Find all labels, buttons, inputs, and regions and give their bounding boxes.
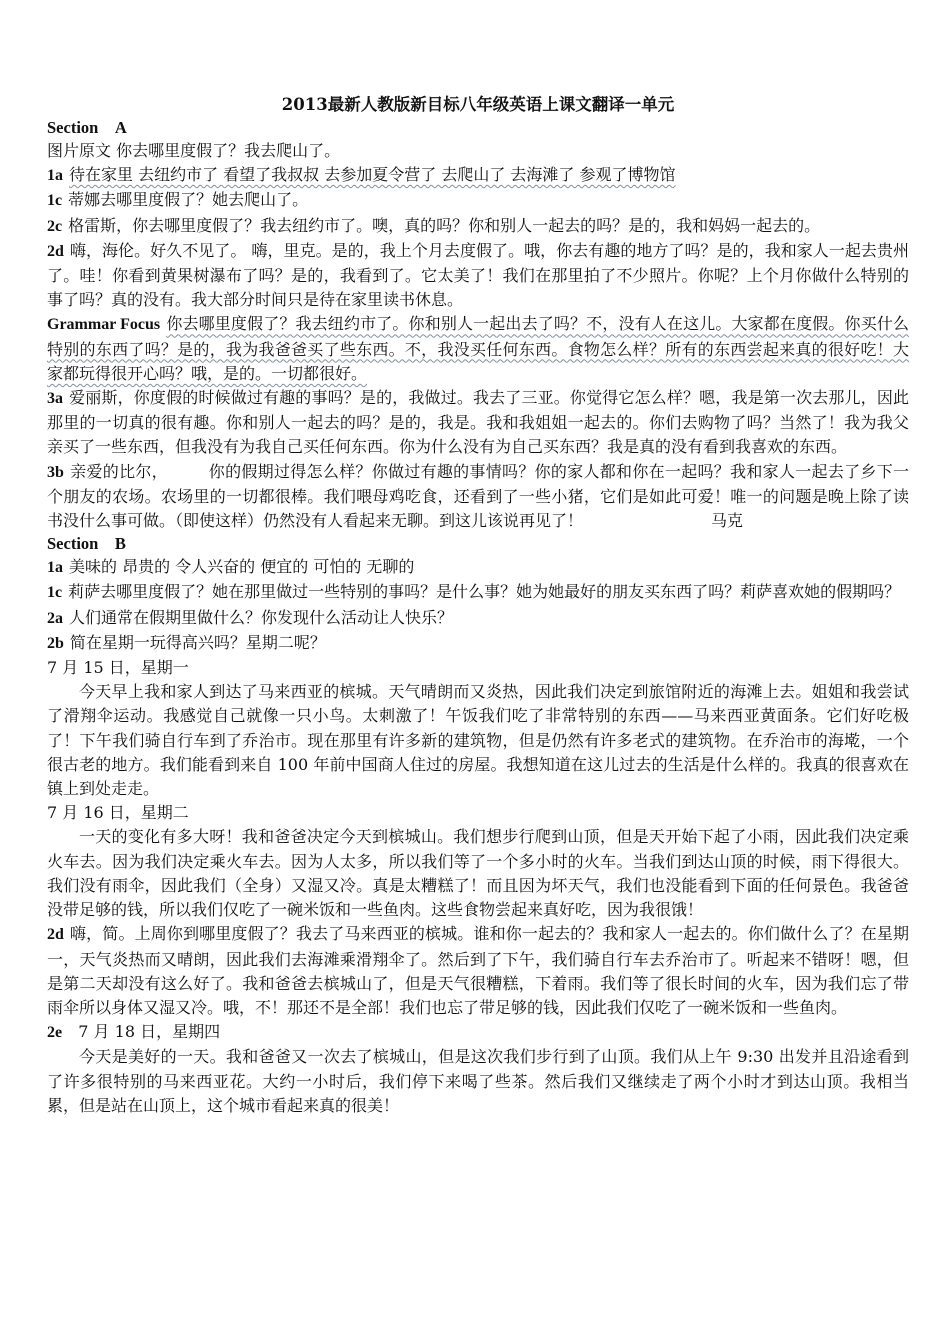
paragraph-text: 一天的变化有多大呀！我和爸爸决定今天到槟城山。我们想步行爬到山顶，但是天开始下起了小雨，因此我们决定乘火车去。因为我们决定乘火车去。因为人太多，所以我们等了一个多小时的火车。当我们到达山顶的时候，雨下得很大。我们没有雨伞，因此我们（全身）又湿又冷。真是太糟糕了！而且因为坏天气，我们也没能看到下面的任何景色。我爸爸没带足够的钱，所以我们仅吃了一碗米饭和一些鱼肉。这些食物尝起来真好吃，因为我很饿！ <box>47 827 909 920</box>
paragraph-a-3b <box>47 460 909 534</box>
paragraph-b-1c <box>47 580 909 605</box>
paragraph-b-2a <box>47 606 909 631</box>
paragraph-tag: 1a <box>47 559 63 577</box>
paragraph-tag: 2b <box>47 634 64 652</box>
diary-date-1: 7 月 15 日，星期一 <box>47 658 189 678</box>
paragraph-tag: 2c <box>47 217 63 235</box>
section-b-heading: Section B <box>47 534 126 554</box>
paragraph-tag: 1a <box>47 167 63 185</box>
paragraph-text: 嗨，简。上周你到哪里度假了？我去了马来西亚的槟城。谁和你一起去的？我和家人一起去的。你们做什么了？在星期一，天气炎热而又晴朗，因此我们去海滩乘滑翔伞了。然后到了下午，我们骑自行车去乔治市了。听起来不错呀！嗯，但是第二天却没有这么好了。我和爸爸去槟城山了，但是天气很糟糕，下着雨。我们等了很长时间的火车，因为我们忘了带雨伞所以身体又湿又冷。哦，不！那还不是全部！我们也忘了带足够的钱，因此我们仅吃了一碗米饭和一些鱼肉。 <box>47 924 909 1017</box>
paragraph-tag: 1c <box>47 584 63 602</box>
paragraph-b-2e <box>47 1020 909 1045</box>
diary-entry-2 <box>47 825 909 922</box>
paragraph-text: 莉萨去哪里度假了？她在那里做过一些特别的事吗？是什么事？她为她最好的朋友买东西了吗？莉萨喜欢她的假期吗？ <box>68 582 901 602</box>
paragraph-text: 待在家里 去纽约市了 看望了我叔叔 去参加夏令营了 去爬山了 去海滩了 参观了博物馆 <box>69 165 676 185</box>
paragraph-text: 简在星期一玩得高兴吗？星期二呢？ <box>69 632 326 652</box>
paragraph-b-2b <box>47 631 909 656</box>
paragraph-a-1a <box>47 163 909 188</box>
document-page <box>47 94 909 1118</box>
paragraph-text: 今天是美好的一天。我和爸爸又一次去了槟城山，但是这次我们步行到了山顶。我们从上午 9:30 出发并且沿途看到了许多很特别的马来西亚花。大约一小时后，我们停下来喝了些茶。然后我们又继续走了两个小时才到达山顶。我相当累，但是站在山顶上，这个城市看起来真的很美！ <box>47 1047 909 1115</box>
paragraph-tag: 2e <box>47 1024 63 1042</box>
section-a-heading: Section A <box>47 118 127 137</box>
diary-date-3: 7 月 18 日，星期四 <box>78 1022 221 1042</box>
section-a-intro: 图片原文 你去哪里度假了？我去爬山了。 <box>47 141 341 160</box>
diary-date-2: 7 月 16 日，星期二 <box>47 803 189 823</box>
paragraph-tag: 3a <box>47 390 63 408</box>
paragraph-text: 格雷斯，你去哪里度假了？我去纽约市了。噢，真的吗？你和别人一起去的吗？是的，我和妈妈一起去的。 <box>68 215 821 235</box>
diary-entry-1 <box>47 680 909 801</box>
paragraph-text: 蒂娜去哪里度假了？她去爬山了。 <box>68 190 309 210</box>
paragraph-tag: 2d <box>47 242 64 260</box>
paragraph-tag: Grammar Focus <box>47 316 161 334</box>
paragraph-text: 美味的 昂贵的 令人兴奋的 便宜的 可怕的 无聊的 <box>69 557 415 577</box>
paragraph-b-1a <box>47 555 909 580</box>
paragraph-a-2d <box>47 239 909 313</box>
diary-entry-3 <box>47 1045 909 1118</box>
paragraph-a-2c <box>47 214 909 239</box>
paragraph-text: 今天早上我和家人到达了马来西亚的槟城。天气晴朗而又炎热，因此我们决定到旅馆附近的海滩上去。姐姐和我尝试了滑翔伞运动。我感觉自己就像一只小鸟。太刺激了！午饭我们吃了非常特别的东西——马来西亚黄面条。它们好吃极了！下午我们骑自行车到了乔治市。现在那里有许多新的建筑物，但是仍然有许多老式的建筑物。在乔治市的海墘，一个很古老的地方。我们能看到来自 100 年前中国商人住过的房屋。我想知道在这儿过去的生活是什么样的。我真的很喜欢在镇上到处走走。 <box>47 682 909 799</box>
paragraph-grammar-focus <box>47 312 909 386</box>
paragraph-text: 你去哪里度假了？我去纽约市了。你和别人一起出去了吗？不，没有人在这儿。大家都在度假。你买什么特别的东西了吗？是的，我为我爸爸买了些东西。不，我没买任何东西。食物怎么样？所有的东西尝起来真的很好吃！大家都玩得很开心吗？哦，是的。一切都很好。 <box>47 314 909 383</box>
paragraph-text: 爱丽斯，你度假的时候做过有趣的事吗？是的，我做过。我去了三亚。你觉得它怎么样？嗯，我是第一次去那儿，因此那里的一切真的很有趣。你和别人一起去的吗？是的，我是。我和我姐姐一起去的。你们去购物了吗？当然了！我为我父亲买了一些东西，但我没有为我自己买任何东西。你为什么没有为自己买东西？我是真的没有看到我喜欢的东西。 <box>47 388 909 457</box>
paragraph-tag: 1c <box>47 192 63 210</box>
paragraph-text: 人们通常在假期里做什么？你发现什么活动让人快乐？ <box>69 607 454 627</box>
paragraph-tag: 3b <box>47 463 64 481</box>
paragraph-tag: 2d <box>47 926 64 944</box>
paragraph-a-3a <box>47 386 909 460</box>
paragraph-a-1c <box>47 188 909 213</box>
document-title: 2013最新人教版新目标八年级英语上课文翻译一单元 <box>281 95 675 114</box>
paragraph-tag: 2a <box>47 609 63 627</box>
paragraph-text: 亲爱的比尔， 你的假期过得怎么样？你做过有趣的事情吗？你的家人都和你在一起吗？我和家人一起去了乡下一个朋友的农场。农场里的一切都很棒。我们喂母鸡吃食，还看到了一些小猪，它们是如此可爱！唯一的问题是晚上除了读书没什么事可做。（即使这样）仍然没有人看起来无聊。到这儿该说再见了！ 马克 <box>47 461 909 531</box>
paragraph-text: 嗨，海伦。好久不见了。 嗨，里克。是的，我上个月去度假了。哦，你去有趣的地方了吗？是的，我和家人一起去贵州了。哇！你看到黄果树瀑布了吗？是的，我看到了。它太美了！我们在那里拍了不少照片。你呢？上个月你做什么特别的事了吗？真的没有。我大部分时间只是待在家里读书休息。 <box>47 240 909 310</box>
paragraph-b-2d <box>47 922 909 1020</box>
